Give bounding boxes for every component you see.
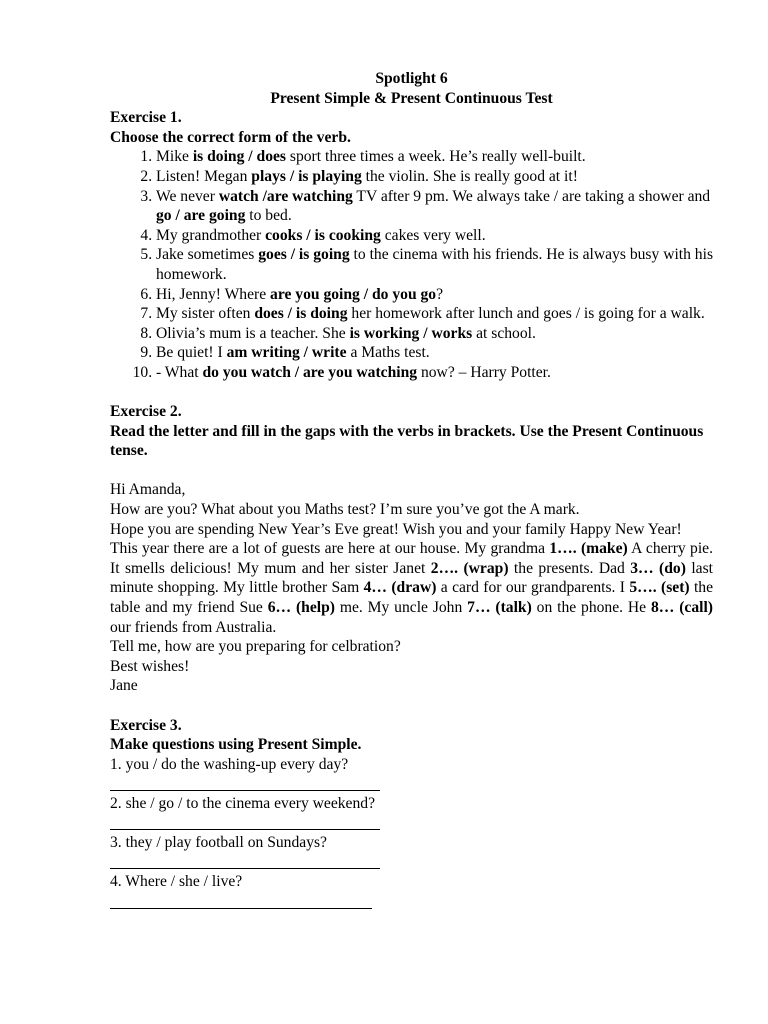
exercise-1-instruction: Choose the correct form of the verb. (110, 128, 351, 146)
verb-options: do you watch / are you watching (202, 363, 418, 381)
item-text: TV after 9 pm. We always take / are taking a shower and (352, 187, 711, 205)
gap-prompt: 1…. (make) (549, 540, 628, 558)
spacer (110, 696, 713, 716)
exercise-1-item (156, 167, 713, 187)
item-text: - What (156, 363, 203, 381)
gap-prompt: 7… (talk) (467, 599, 532, 617)
exercise-1-item (156, 363, 713, 383)
verb-options: does / is doing (254, 305, 348, 323)
letter-line: Tell me, how are you preparing for celbration? (110, 638, 401, 656)
question-prompt: 4. Where / she / live? (110, 873, 243, 891)
verb-options: is working / works (349, 324, 473, 342)
item-text: to the cinema with his friends. He is always busy with his homework. (156, 246, 714, 283)
gap-prompt: 6… (help) (267, 599, 335, 617)
verb-options: go / are going (156, 207, 246, 225)
letter-closing: Best wishes! (110, 657, 190, 675)
spacer (110, 461, 713, 481)
verb-options: cooks / is cooking (265, 226, 381, 244)
item-text: My sister often (156, 305, 255, 323)
question-prompt: 2. she / go / to the cinema every weekend? (110, 794, 375, 812)
exercise-1-item (156, 343, 713, 363)
letter-text: on the phone. He (531, 599, 651, 617)
item-text: Mike (156, 148, 193, 166)
item-text: Listen! Megan (156, 167, 252, 185)
exercise-1-item (156, 285, 713, 305)
letter-text: me. My uncle John (334, 599, 468, 617)
letter-line: Hope you are spending New Year’s Eve great! Wish you and your family Happy New Year! (110, 520, 682, 538)
letter-signature: Jane (110, 677, 138, 695)
answer-line[interactable] (110, 774, 713, 794)
item-text: at school. (472, 324, 536, 342)
item-text: cakes very well. (380, 226, 486, 244)
verb-options: plays / is playing (251, 167, 362, 185)
gap-prompt: 4… (draw) (363, 579, 437, 597)
item-text: Jake sometimes (156, 246, 259, 264)
exercise-1-item (156, 147, 713, 167)
exercise-1-item (156, 304, 713, 324)
item-text: sport three times a week. He’s really well-built. (286, 148, 586, 166)
item-text: My grandmother (156, 226, 266, 244)
gap-prompt: 2…. (wrap) (430, 559, 509, 577)
verb-options: watch /are watching (218, 187, 353, 205)
exercise-1-item (156, 245, 713, 284)
worksheet-subtitle: Present Simple & Present Continuous Test (270, 89, 553, 107)
letter-text: a card for our grandparents. I (436, 579, 630, 597)
answer-line[interactable] (110, 814, 713, 834)
exercise-1-item (156, 226, 713, 246)
spacer (110, 383, 713, 403)
letter-greeting: Hi Amanda, (110, 481, 186, 499)
item-text: a Maths test. (346, 344, 430, 362)
item-text: Hi, Jenny! Where (156, 285, 271, 303)
exercise-1-item (156, 187, 713, 226)
question-prompt: 1. you / do the washing-up every day? (110, 755, 349, 773)
gap-prompt: 3… (do) (630, 559, 686, 577)
letter-paragraph (110, 539, 713, 637)
letter-line: How are you? What about you Maths test? I’m sure you’ve got the A mark. (110, 501, 580, 519)
exercise-1-list (110, 147, 713, 382)
item-text: Olivia’s mum is a teacher. She (156, 324, 350, 342)
verb-options: is doing / does (192, 148, 286, 166)
item-text: We never (156, 187, 219, 205)
exercise-1-title: Exercise 1. (110, 109, 182, 127)
item-text: the violin. She is really good at it! (361, 167, 578, 185)
item-text: to bed. (245, 207, 292, 225)
item-text: now? – Harry Potter. (417, 363, 551, 381)
question-prompt: 3. they / play football on Sundays? (110, 834, 327, 852)
worksheet-title: Spotlight 6 (375, 70, 448, 87)
exercise-2-instruction: Read the letter and fill in the gaps with the verbs in brackets. Use the Present Continuous tense. (110, 422, 704, 460)
exercise-3-title: Exercise 3. (110, 716, 182, 734)
item-text: ? (436, 285, 444, 303)
item-text: Be quiet! I (156, 344, 227, 362)
exercise-3-instruction: Make questions using Present Simple. (110, 736, 362, 754)
worksheet-page (110, 69, 713, 912)
letter-text: the presents. Dad (508, 559, 631, 577)
verb-options: am writing / write (226, 344, 347, 362)
verb-options: goes / is going (258, 246, 350, 264)
letter-text: This year there are a lot of guests are here at our house. My grandma (110, 540, 550, 558)
gap-prompt: 8… (call) (650, 599, 713, 617)
exercise-1-item (156, 324, 713, 344)
letter-text: the table and my friend Sue (110, 579, 714, 617)
answer-line[interactable] (110, 892, 713, 912)
item-text: her homework after lunch and goes / is going for a walk. (347, 305, 705, 323)
exercise-2-title: Exercise 2. (110, 403, 182, 421)
letter-text: A cherry pie. It smells delicious! My mum and her sister Janet (110, 540, 713, 577)
gap-prompt: 5…. (set) (629, 579, 690, 597)
letter-text: last minute shopping. My little brother Sam (110, 559, 713, 597)
letter-text: our friends from Australia. (110, 618, 277, 636)
verb-options: are you going / do you go (270, 285, 437, 303)
answer-line[interactable] (110, 853, 713, 873)
